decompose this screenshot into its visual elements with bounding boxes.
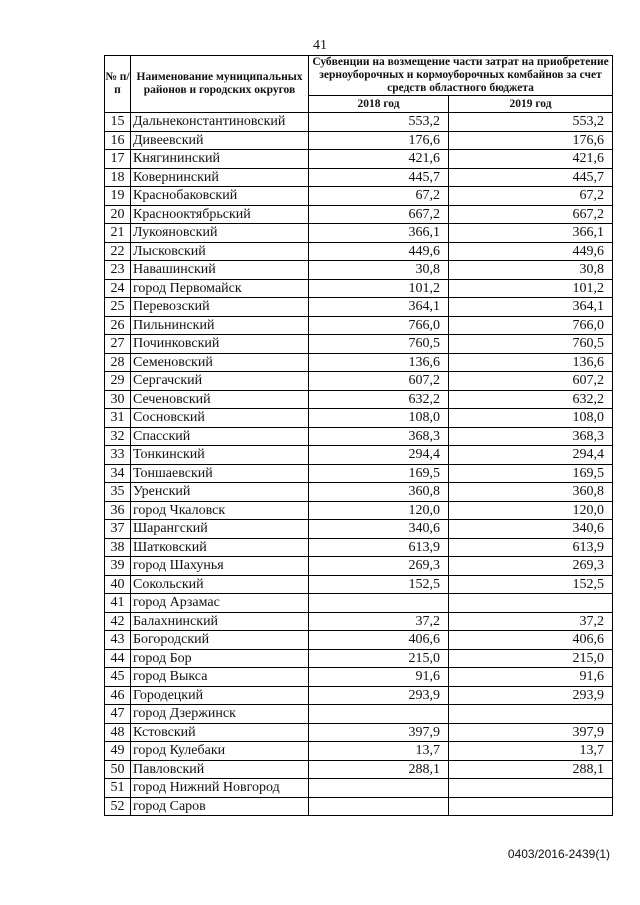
row-value-2018: 397,9 bbox=[309, 723, 449, 742]
row-value-2018: 340,6 bbox=[309, 520, 449, 539]
header-year-2019: 2019 год bbox=[449, 96, 613, 113]
row-value-2019: 215,0 bbox=[449, 649, 613, 668]
table-row bbox=[105, 538, 613, 557]
row-number: 47 bbox=[105, 705, 131, 724]
row-value-2018: 269,3 bbox=[309, 557, 449, 576]
table-row bbox=[105, 131, 613, 150]
row-value-2018: 293,9 bbox=[309, 686, 449, 705]
table-row bbox=[105, 168, 613, 187]
table-row bbox=[105, 575, 613, 594]
row-value-2018: 91,6 bbox=[309, 668, 449, 687]
row-value-2019: 288,1 bbox=[449, 760, 613, 779]
table-row bbox=[105, 427, 613, 446]
row-name: Шарангский bbox=[131, 520, 309, 539]
row-value-2018: 169,5 bbox=[309, 464, 449, 483]
row-value-2019: 766,0 bbox=[449, 316, 613, 335]
header-year-2018: 2018 год bbox=[309, 96, 449, 113]
row-name: Тоншаевский bbox=[131, 464, 309, 483]
row-number: 25 bbox=[105, 298, 131, 317]
row-name: Дивеевский bbox=[131, 131, 309, 150]
row-value-2018: 13,7 bbox=[309, 742, 449, 761]
row-value-2018: 366,1 bbox=[309, 224, 449, 243]
table-row bbox=[105, 668, 613, 687]
row-value-2019: 364,1 bbox=[449, 298, 613, 317]
row-number: 26 bbox=[105, 316, 131, 335]
table-row bbox=[105, 150, 613, 169]
row-name: Ковернинский bbox=[131, 168, 309, 187]
row-name: город Нижний Новгород bbox=[131, 779, 309, 798]
row-value-2019: 760,5 bbox=[449, 335, 613, 354]
row-value-2018: 760,5 bbox=[309, 335, 449, 354]
row-value-2019: 340,6 bbox=[449, 520, 613, 539]
row-name: Сергачский bbox=[131, 372, 309, 391]
row-value-2019: 667,2 bbox=[449, 205, 613, 224]
table-row bbox=[105, 205, 613, 224]
row-value-2018: 766,0 bbox=[309, 316, 449, 335]
row-number: 27 bbox=[105, 335, 131, 354]
row-value-2018: 67,2 bbox=[309, 187, 449, 206]
row-value-2019: 406,6 bbox=[449, 631, 613, 650]
header-subsidy: Субвенции на возмещение части затрат на приобретение зерноуборочных и кормоуборочных комбайнов за счет средств областного бюджета bbox=[309, 56, 613, 96]
row-name: город Шахунья bbox=[131, 557, 309, 576]
row-name: Семеновский bbox=[131, 353, 309, 372]
row-value-2019: 445,7 bbox=[449, 168, 613, 187]
row-number: 38 bbox=[105, 538, 131, 557]
table-row bbox=[105, 742, 613, 761]
row-number: 50 bbox=[105, 760, 131, 779]
row-value-2019: 368,3 bbox=[449, 427, 613, 446]
row-number: 34 bbox=[105, 464, 131, 483]
table-row bbox=[105, 779, 613, 798]
row-number: 16 bbox=[105, 131, 131, 150]
row-value-2019: 613,9 bbox=[449, 538, 613, 557]
subsidy-table bbox=[104, 55, 613, 816]
document-code: 0403/2016-2439(1) bbox=[507, 847, 610, 861]
row-value-2019: 269,3 bbox=[449, 557, 613, 576]
row-number: 30 bbox=[105, 390, 131, 409]
row-value-2019 bbox=[449, 594, 613, 613]
table-row bbox=[105, 224, 613, 243]
row-number: 22 bbox=[105, 242, 131, 261]
row-name: Краснобаковский bbox=[131, 187, 309, 206]
table-row bbox=[105, 390, 613, 409]
row-number: 33 bbox=[105, 446, 131, 465]
row-value-2018 bbox=[309, 705, 449, 724]
row-value-2018: 176,6 bbox=[309, 131, 449, 150]
row-number: 39 bbox=[105, 557, 131, 576]
row-value-2018: 368,3 bbox=[309, 427, 449, 446]
row-value-2019: 421,6 bbox=[449, 150, 613, 169]
row-value-2019: 366,1 bbox=[449, 224, 613, 243]
row-name: Пильнинский bbox=[131, 316, 309, 335]
row-number: 41 bbox=[105, 594, 131, 613]
row-value-2018: 632,2 bbox=[309, 390, 449, 409]
row-number: 35 bbox=[105, 483, 131, 502]
row-name: Тонкинский bbox=[131, 446, 309, 465]
row-number: 42 bbox=[105, 612, 131, 631]
row-name: Сосновский bbox=[131, 409, 309, 428]
row-value-2018: 215,0 bbox=[309, 649, 449, 668]
row-value-2019: 101,2 bbox=[449, 279, 613, 298]
table-row bbox=[105, 464, 613, 483]
row-name: город Саров bbox=[131, 797, 309, 816]
table-row bbox=[105, 298, 613, 317]
row-name: город Арзамас bbox=[131, 594, 309, 613]
row-name: город Дзержинск bbox=[131, 705, 309, 724]
row-value-2018: 421,6 bbox=[309, 150, 449, 169]
row-number: 28 bbox=[105, 353, 131, 372]
row-name: Уренский bbox=[131, 483, 309, 502]
row-value-2018: 553,2 bbox=[309, 113, 449, 132]
table-row bbox=[105, 187, 613, 206]
row-number: 15 bbox=[105, 113, 131, 132]
row-number: 36 bbox=[105, 501, 131, 520]
row-value-2018: 120,0 bbox=[309, 501, 449, 520]
table-row bbox=[105, 723, 613, 742]
row-value-2018: 136,6 bbox=[309, 353, 449, 372]
row-value-2018: 607,2 bbox=[309, 372, 449, 391]
row-number: 19 bbox=[105, 187, 131, 206]
row-value-2019: 397,9 bbox=[449, 723, 613, 742]
row-number: 37 bbox=[105, 520, 131, 539]
row-value-2019 bbox=[449, 779, 613, 798]
row-number: 23 bbox=[105, 261, 131, 280]
row-value-2018: 360,8 bbox=[309, 483, 449, 502]
row-value-2019: 294,4 bbox=[449, 446, 613, 465]
row-name: город Бор bbox=[131, 649, 309, 668]
row-number: 29 bbox=[105, 372, 131, 391]
row-value-2019: 360,8 bbox=[449, 483, 613, 502]
table-row bbox=[105, 760, 613, 779]
row-number: 17 bbox=[105, 150, 131, 169]
row-value-2018: 449,6 bbox=[309, 242, 449, 261]
row-number: 32 bbox=[105, 427, 131, 446]
row-value-2019: 37,2 bbox=[449, 612, 613, 631]
row-name: Лысковский bbox=[131, 242, 309, 261]
row-name: Навашинский bbox=[131, 261, 309, 280]
row-value-2018 bbox=[309, 797, 449, 816]
row-value-2019 bbox=[449, 797, 613, 816]
row-number: 52 bbox=[105, 797, 131, 816]
header-name: Наименование муниципальных районов и городских округов bbox=[131, 56, 309, 113]
row-value-2019 bbox=[449, 705, 613, 724]
row-value-2019: 176,6 bbox=[449, 131, 613, 150]
row-name: Лукояновский bbox=[131, 224, 309, 243]
row-number: 21 bbox=[105, 224, 131, 243]
row-number: 46 bbox=[105, 686, 131, 705]
table-row bbox=[105, 335, 613, 354]
row-value-2018: 406,6 bbox=[309, 631, 449, 650]
row-value-2018: 152,5 bbox=[309, 575, 449, 594]
table-row bbox=[105, 372, 613, 391]
row-number: 40 bbox=[105, 575, 131, 594]
row-value-2018: 613,9 bbox=[309, 538, 449, 557]
row-value-2018 bbox=[309, 779, 449, 798]
row-name: Богородский bbox=[131, 631, 309, 650]
row-value-2019: 632,2 bbox=[449, 390, 613, 409]
row-number: 45 bbox=[105, 668, 131, 687]
row-name: Шатковский bbox=[131, 538, 309, 557]
table-row bbox=[105, 353, 613, 372]
table-row bbox=[105, 520, 613, 539]
row-value-2019: 13,7 bbox=[449, 742, 613, 761]
row-name: Спасский bbox=[131, 427, 309, 446]
row-name: Сокольский bbox=[131, 575, 309, 594]
row-number: 48 bbox=[105, 723, 131, 742]
row-value-2018: 108,0 bbox=[309, 409, 449, 428]
row-value-2018: 101,2 bbox=[309, 279, 449, 298]
row-value-2018: 30,8 bbox=[309, 261, 449, 280]
row-name: Краснооктябрьский bbox=[131, 205, 309, 224]
table-row bbox=[105, 261, 613, 280]
row-number: 20 bbox=[105, 205, 131, 224]
row-value-2018: 364,1 bbox=[309, 298, 449, 317]
table-row bbox=[105, 649, 613, 668]
row-name: Городецкий bbox=[131, 686, 309, 705]
table-row bbox=[105, 705, 613, 724]
row-value-2018: 288,1 bbox=[309, 760, 449, 779]
table-body bbox=[105, 113, 613, 816]
table-row bbox=[105, 242, 613, 261]
table-row bbox=[105, 631, 613, 650]
row-value-2019: 108,0 bbox=[449, 409, 613, 428]
row-value-2019: 67,2 bbox=[449, 187, 613, 206]
row-value-2018: 37,2 bbox=[309, 612, 449, 631]
row-name: Павловский bbox=[131, 760, 309, 779]
table-row bbox=[105, 501, 613, 520]
table-row bbox=[105, 797, 613, 816]
row-name: Перевозский bbox=[131, 298, 309, 317]
table-row bbox=[105, 409, 613, 428]
row-value-2018: 294,4 bbox=[309, 446, 449, 465]
row-value-2018: 667,2 bbox=[309, 205, 449, 224]
row-value-2018 bbox=[309, 594, 449, 613]
table-row bbox=[105, 612, 613, 631]
row-number: 49 bbox=[105, 742, 131, 761]
row-number: 43 bbox=[105, 631, 131, 650]
row-name: город Первомайск bbox=[131, 279, 309, 298]
row-name: Кстовский bbox=[131, 723, 309, 742]
row-name: город Выкса bbox=[131, 668, 309, 687]
page-number: 41 bbox=[313, 38, 327, 53]
row-value-2019: 152,5 bbox=[449, 575, 613, 594]
row-number: 31 bbox=[105, 409, 131, 428]
row-value-2019: 607,2 bbox=[449, 372, 613, 391]
table-row bbox=[105, 483, 613, 502]
row-name: Княгининский bbox=[131, 150, 309, 169]
row-number: 18 bbox=[105, 168, 131, 187]
table-row bbox=[105, 279, 613, 298]
row-value-2019: 30,8 bbox=[449, 261, 613, 280]
table-row bbox=[105, 557, 613, 576]
row-name: город Кулебаки bbox=[131, 742, 309, 761]
table-row bbox=[105, 446, 613, 465]
table-row bbox=[105, 316, 613, 335]
row-value-2019: 169,5 bbox=[449, 464, 613, 483]
row-name: Сеченовский bbox=[131, 390, 309, 409]
row-value-2018: 445,7 bbox=[309, 168, 449, 187]
row-value-2019: 91,6 bbox=[449, 668, 613, 687]
table-row bbox=[105, 594, 613, 613]
row-value-2019: 449,6 bbox=[449, 242, 613, 261]
row-number: 51 bbox=[105, 779, 131, 798]
table-row bbox=[105, 686, 613, 705]
row-name: Дальнеконстантиновский bbox=[131, 113, 309, 132]
table-row bbox=[105, 113, 613, 132]
row-number: 44 bbox=[105, 649, 131, 668]
row-value-2019: 120,0 bbox=[449, 501, 613, 520]
row-value-2019: 553,2 bbox=[449, 113, 613, 132]
row-name: город Чкаловск bbox=[131, 501, 309, 520]
header-num: № п/п bbox=[105, 56, 131, 113]
row-name: Балахнинский bbox=[131, 612, 309, 631]
row-value-2019: 293,9 bbox=[449, 686, 613, 705]
row-name: Починковский bbox=[131, 335, 309, 354]
row-number: 24 bbox=[105, 279, 131, 298]
row-value-2019: 136,6 bbox=[449, 353, 613, 372]
